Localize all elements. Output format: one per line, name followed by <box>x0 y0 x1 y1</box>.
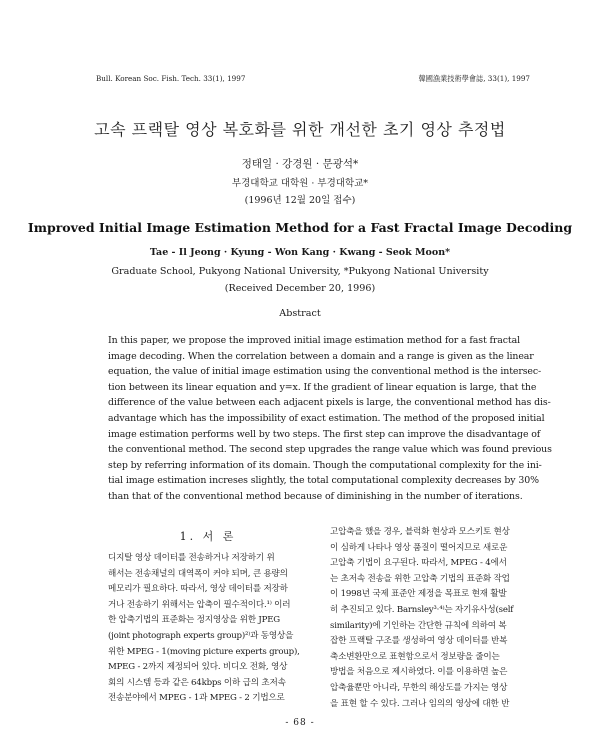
body-line: (joint photograph experts group)²⁾과 동영상을 <box>108 630 294 641</box>
abstract-line: tial image estimation increses slightly, the total computational complexity decreases by 30% <box>108 475 539 487</box>
abstract-line: image estimation performs well by two steps. The first step can improve the disadvantage of <box>108 428 541 440</box>
body-line: 거나 전송하기 위해서는 압축이 필수적이다.¹⁾ 이러 <box>108 599 291 610</box>
abstract-line: image decoding. When the correlation between a domain and a range is given as the linear <box>108 350 534 362</box>
journal-header-left: Bull. Korean Soc. Fish. Tech. 33(1), 1997 <box>96 74 246 83</box>
body-line: 는 초저속 전송을 위한 고압축 기법의 표준화 작업 <box>330 573 510 584</box>
abstract-line: the conventional method. The second step upgrades the range value which was found previous <box>108 444 552 456</box>
body-line: 해서는 전송채널의 대역폭이 커야 되며, 큰 용량의 <box>108 568 288 579</box>
english-affiliation: Graduate School, Pukyong National University, *Pukyong National University <box>111 266 489 277</box>
body-line: 을 표현 할 수 있다. 그러나 임의의 영상에 대한 반 <box>330 698 510 709</box>
abstract-line: than that of the conventional method because of diminishing in the number of iterations. <box>108 490 523 502</box>
body-line: 고압축을 했을 경우, 블럭화 현상과 모스키토 현상 <box>330 527 510 537</box>
right-column-text <box>330 525 530 712</box>
body-line: 회의 시스템 등과 같은 64kbps 이하 급의 초저속 <box>108 677 286 688</box>
abstract-body <box>108 333 552 505</box>
body-line: 압축율뿐만 아니라, 무한의 해상도를 가지는 영상 <box>330 682 508 693</box>
english-authors: Tae - Il Jeong · Kyung - Won Kang · Kwang - Seok Moon* <box>149 247 451 258</box>
body-line: 전송분야에서 MPEG - 1과 MPEG - 2 기법으로 <box>108 693 285 704</box>
body-line: similarity)에 기인하는 간단한 규칙에 의하여 복 <box>330 620 507 631</box>
english-title: Improved Initial Image Estimation Method for a Fast Fractal Image Decoding <box>27 220 573 235</box>
abstract-line: tion between its linear equation and y=x. If the gradient of linear equation is large, that the <box>108 381 537 393</box>
left-column-text <box>108 551 308 707</box>
korean-received-date: (1996년 12월 20일 접수) <box>244 195 356 206</box>
body-line: 한 압축기법의 표준화는 정지영상을 위한 JPEG <box>108 615 280 626</box>
abstract-line: In this paper, we propose the improved initial image estimation method for a fast fractal <box>108 335 520 346</box>
body-line: 잡한 프랙탈 구조를 생성하여 영상 데이터를 반복 <box>330 636 508 647</box>
korean-title: 고속 프랙탈 영상 복호화를 위한 개선한 초기 영상 추정법 <box>94 120 506 139</box>
section-heading-introduction: 1. 서 론 <box>179 530 237 543</box>
abstract-line: equation, the value of initial image estimation using the conventional method is the intersec- <box>108 366 542 378</box>
body-line: 디지탈 영상 데이터를 전송하거나 저장하기 위 <box>108 553 275 563</box>
body-line: 고압축 기법이 요구된다. 따라서, MPEG - 4에서 <box>330 558 507 569</box>
abstract-heading: Abstract <box>279 308 321 319</box>
english-received-date: (Received December 20, 1996) <box>224 283 376 294</box>
korean-authors: 정태일 · 강경원 · 문광석* <box>241 158 359 170</box>
abstract-line: advantage which has the impossibility of exact estimation. The method of the proposed initial <box>108 412 545 424</box>
abstract-line: difference of the value between each adjacent pixels is large, the conventional method has dis- <box>108 397 551 409</box>
korean-affiliation: 부경대학교 대학원 · 부경대학교* <box>231 178 369 189</box>
body-line: 방법을 처음으로 제시하였다. 이를 이용하면 높은 <box>330 667 508 678</box>
body-line: 이 심하게 나타나 영상 품질이 떨어지므로 새로운 <box>330 542 508 553</box>
body-line: 이 1998년 국제 표준안 제정을 목표로 현재 활발 <box>330 589 507 600</box>
body-line: 메모리가 필요하다. 따라서, 영상 데이터를 저장하 <box>108 584 288 595</box>
page-number: - 68 - <box>285 718 315 728</box>
body-line: 위한 MPEG - 1(moving picture experts group), <box>108 646 300 657</box>
journal-header-right: 韓國漁業技術學會誌, 33(1), 1997 <box>418 74 530 83</box>
body-line: MPEG - 2까지 제정되어 있다. 비디오 전화, 영상 <box>108 662 288 673</box>
abstract-line: step by referring information of its domain. Though the computational complexity for the ini- <box>108 459 542 471</box>
body-line: 히 추진되고 있다. Barnsley³·⁴⁾는 자기유사성(self <box>330 604 514 615</box>
body-line: 축소변환만으로 표현함으로서 정보량을 줄이는 <box>330 651 500 662</box>
